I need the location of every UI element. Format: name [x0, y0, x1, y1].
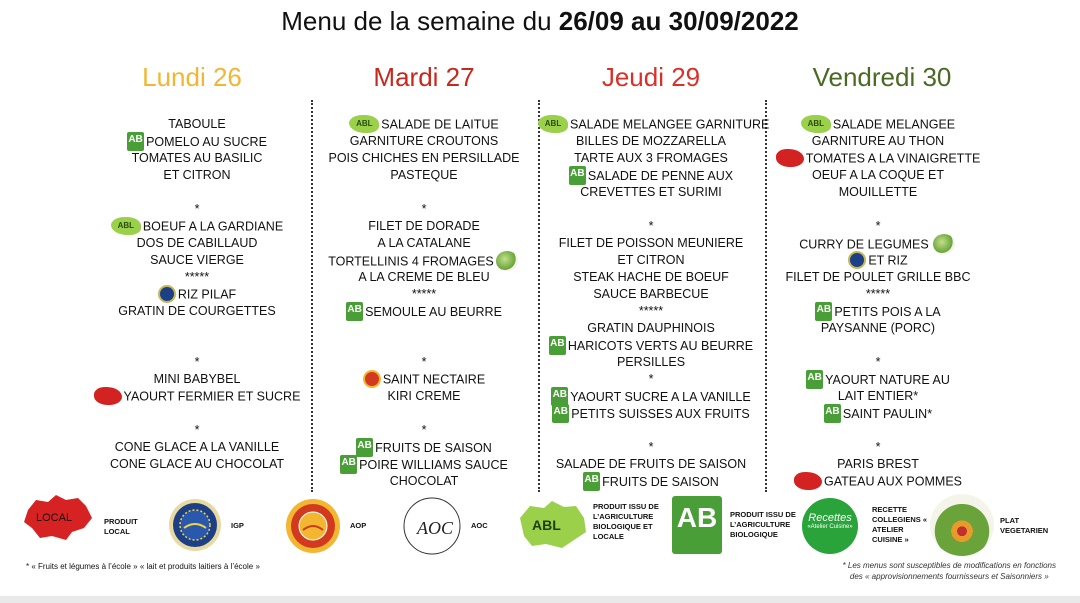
menu-item: AB POIRE WILLIAMS SAUCE: [311, 456, 537, 473]
menu-item: PAYSANNE (PORC): [820, 321, 936, 335]
legend-ab: [672, 496, 722, 554]
vegetarian-icon: [933, 234, 955, 254]
menu-item: YAOURT FERMIER ET SUCRE: [84, 388, 310, 405]
vegetarian-plate-icon: [930, 494, 994, 556]
menu-column-lundi: [84, 116, 310, 473]
menu-item: GRATIN DAUPHINOIS: [587, 321, 715, 335]
legend-aop-text: AOP: [350, 521, 367, 530]
menu-item: TABOULE: [168, 117, 226, 131]
menu-item: STEAK HACHE DE BOEUF: [573, 270, 729, 284]
menu-column-jeudi: [538, 116, 770, 490]
abl-label-icon: ABL: [801, 115, 831, 133]
course-separator: *: [648, 219, 654, 233]
day-header-vendredi: Vendredi 30: [812, 62, 952, 92]
aop-seal-icon: [285, 498, 341, 554]
svg-text:LOCAL: LOCAL: [36, 512, 73, 524]
menu-item: BILLES DE MOZZARELLA: [575, 134, 727, 148]
ab-label-icon: AB: [552, 404, 569, 423]
legend-aoc: [402, 496, 462, 561]
recettes-logo-icon: Recettes «Atelier Cuisine»: [802, 498, 858, 554]
course-separator: *: [875, 440, 881, 454]
igp-label-icon: [848, 251, 866, 269]
menu-item: AB SALADE DE PENNE AUX: [538, 167, 764, 184]
menu-item: FILET DE POULET GRILLE BBC: [785, 270, 971, 284]
menu-item: CHOCOLAT: [389, 474, 459, 488]
menu-column-vendredi: [765, 116, 991, 490]
day-header-lundi: Lundi 26: [142, 62, 242, 92]
abl-map-icon: [516, 498, 588, 552]
menu-item: PERSILLES: [616, 355, 686, 369]
menu-item: AB POMELO AU SUCRE: [84, 133, 310, 150]
menu-item: AB YAOURT NATURE AU: [765, 371, 991, 388]
menu-item: ABL SALADE DE LAITUE: [311, 116, 537, 133]
course-separator: *: [875, 355, 881, 369]
footnote-right: * Les menus sont susceptibles de modifications en fonctions des « approvisionnements fournisseurs et Saisonniers »: [842, 561, 1056, 581]
menu-item: ABL BOEUF A LA GARDIANE: [84, 218, 310, 235]
local-label-icon: [94, 387, 122, 405]
course-separator: *: [421, 423, 427, 437]
menu-item: RIZ PILAF: [84, 286, 310, 303]
menu-item: GARNITURE CROUTONS: [349, 134, 499, 148]
menu-item: SAUCE VIERGE: [150, 253, 244, 267]
ab-label-icon: AB: [340, 455, 357, 474]
legend-recettes-text: RECETTE COLLEGIENS « ATELIER CUISINE »: [872, 505, 928, 544]
menu-item: AB SAINT PAULIN*: [765, 405, 991, 422]
menu-item: PASTEQUE: [390, 168, 458, 182]
menu-item: DOS DE CABILLAUD: [136, 236, 258, 250]
menu-item: TORTELLINIS 4 FROMAGES: [311, 252, 537, 269]
local-label-icon: [776, 149, 804, 167]
abl-label-icon: ABL: [538, 115, 568, 133]
course-separator: *: [194, 355, 200, 369]
menu-item: ET RIZ: [765, 252, 991, 269]
course-separator: *****: [638, 304, 664, 318]
course-separator: *: [194, 202, 200, 216]
menu-item: GARNITURE AU THON: [811, 134, 945, 148]
menu-item: POIS CHICHES EN PERSILLADE: [328, 151, 520, 165]
ab-label-icon: AB: [815, 302, 832, 321]
menu-item: FILET DE POISSON MEUNIERE: [558, 236, 744, 250]
course-separator: *: [648, 440, 654, 454]
course-separator: *****: [184, 270, 210, 284]
menu-item: MINI BABYBEL: [153, 372, 241, 386]
menu-item: AB SEMOULE AU BEURRE: [311, 303, 537, 320]
course-separator: *: [875, 219, 881, 233]
legend-local: [22, 492, 96, 547]
legend-local-text: PRODUIT LOCAL: [104, 517, 138, 536]
menu-item: ABL SALADE MELANGEE: [765, 116, 991, 133]
menu-item: KIRI CREME: [387, 389, 461, 403]
menu-item: SALADE DE FRUITS DE SAISON: [555, 457, 747, 471]
ab-label-icon: AB: [569, 166, 586, 185]
ab-label-icon: AB: [356, 438, 373, 457]
course-separator: *: [648, 372, 654, 386]
abl-label-icon: ABL: [349, 115, 379, 133]
ab-logo-icon: AB: [672, 496, 722, 554]
legend-recettes: [802, 498, 858, 554]
menu-item: AB FRUITS DE SAISON: [311, 439, 537, 456]
ab-label-icon: AB: [127, 132, 144, 151]
menu-item: CURRY DE LEGUMES: [765, 235, 991, 252]
menu-item: TOMATES A LA VINAIGRETTE: [765, 150, 991, 167]
ab-label-icon: AB: [551, 387, 568, 406]
menu-item: LAIT ENTIER*: [837, 389, 919, 403]
menu-item: ET CITRON: [617, 253, 685, 267]
menu-item: ET CITRON: [163, 168, 231, 182]
menu-item: GATEAU AUX POMMES: [765, 473, 991, 490]
menu-item: MOUILLETTE: [838, 185, 918, 199]
ab-label-icon: AB: [583, 472, 600, 491]
legend-igp: [168, 498, 222, 557]
menu-item: AB HARICOTS VERTS AU BEURRE: [538, 337, 764, 354]
legend-abl-text: PRODUIT ISSU DE L’AGRICULTURE BIOLOGIQUE ET LOCALE: [593, 502, 659, 541]
page-title: Menu de la semaine du 26/09 au 30/09/2022: [281, 6, 799, 36]
igp-label-icon: [158, 285, 176, 303]
ab-label-icon: AB: [346, 302, 363, 321]
ab-label-icon: AB: [806, 370, 823, 389]
menu-item: CREVETTES ET SURIMI: [580, 185, 722, 199]
menu-item: CONE GLACE AU CHOCOLAT: [109, 457, 285, 471]
legend-veg-text: PLAT VEGETARIEN: [1000, 516, 1049, 535]
menu-column-mardi: [311, 116, 537, 490]
menu-item: TOMATES AU BASILIC: [131, 151, 263, 165]
menu-item: AB PETITS POIS A LA: [765, 303, 991, 320]
menu-item: ABL SALADE MELANGEE GARNITURE: [538, 116, 764, 133]
day-header-jeudi: Jeudi 29: [601, 62, 701, 92]
abl-label-icon: ABL: [111, 217, 141, 235]
legend-veg: [930, 494, 994, 556]
legend-abl: [516, 498, 588, 557]
vegetarian-icon: [496, 251, 518, 271]
ab-label-icon: AB: [549, 336, 566, 355]
igp-seal-icon: [168, 498, 222, 552]
menu-item: AB YAOURT SUCRE A LA VANILLE: [538, 388, 764, 405]
legend-igp-text: IGP: [231, 521, 244, 530]
legend-aop: [285, 498, 341, 559]
svg-text:ABL: ABL: [532, 517, 561, 533]
menu-item: OEUF A LA COQUE ET: [812, 168, 944, 182]
local-label-icon: [794, 472, 822, 490]
menu-item: FILET DE DORADE: [368, 219, 480, 233]
bottom-bar: [0, 596, 1080, 603]
course-separator: *: [194, 423, 200, 437]
footnote-left: * « Fruits et légumes à l’école » « lait et produits laitiers à l’école »: [26, 562, 260, 571]
menu-item: CONE GLACE A LA VANILLE: [114, 440, 280, 454]
day-header-mardi: Mardi 27: [373, 62, 475, 92]
menu-item: TARTE AUX 3 FROMAGES: [574, 151, 728, 165]
local-map-icon: [22, 492, 96, 542]
legend-aoc-text: AOC: [471, 521, 488, 530]
course-separator: *: [421, 202, 427, 216]
menu-item: AB FRUITS DE SAISON: [538, 473, 764, 490]
aop-label-icon: [363, 370, 381, 388]
course-separator: *****: [865, 287, 891, 301]
course-separator: *****: [411, 287, 437, 301]
menu-item: PARIS BREST: [837, 457, 919, 471]
menu-item: A LA CREME DE BLEU: [358, 270, 490, 284]
svg-text:AOC: AOC: [417, 518, 453, 538]
menu-item: SAINT NECTAIRE: [311, 371, 537, 388]
course-separator: *: [421, 355, 427, 369]
legend-ab-text: PRODUIT ISSU DE L’AGRICULTURE BIOLOGIQUE: [730, 510, 796, 539]
menu-item: AB PETITS SUISSES AUX FRUITS: [538, 405, 764, 422]
menu-item: GRATIN DE COURGETTES: [118, 304, 276, 318]
aoc-seal-icon: [402, 496, 462, 556]
menu-item: A LA CATALANE: [377, 236, 471, 250]
ab-label-icon: AB: [824, 404, 841, 423]
menu-item: SAUCE BARBECUE: [593, 287, 709, 301]
